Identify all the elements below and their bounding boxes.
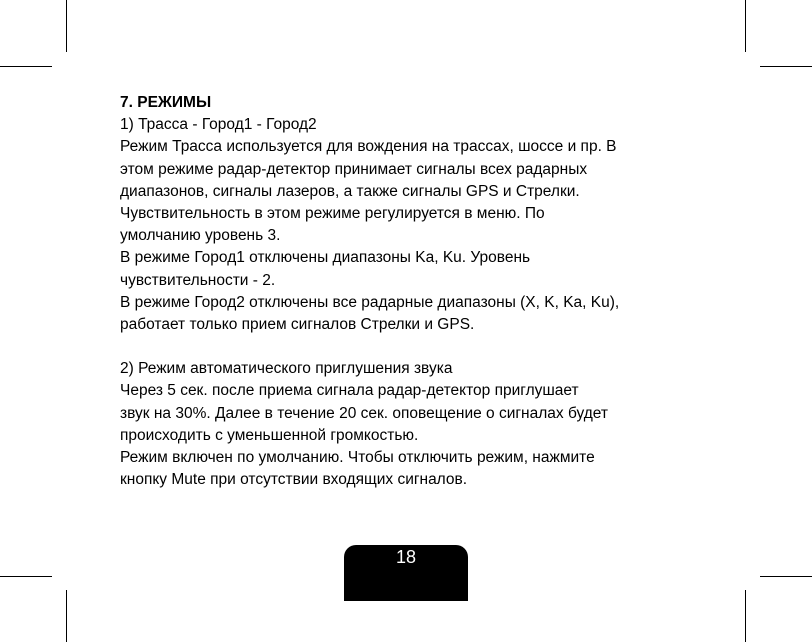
page-number-tab xyxy=(344,545,468,601)
page-number: 18 xyxy=(395,547,417,567)
text-line: Чувствительность в этом режиме регулируется в меню. По xyxy=(120,205,545,223)
text-line: умолчанию уровень 3. xyxy=(120,227,281,245)
crop-mark xyxy=(0,576,52,577)
paragraph-heading: 2) Режим автоматического приглушения звука xyxy=(120,360,453,378)
paragraph-spacer xyxy=(120,336,700,358)
text-line: кнопку Mute при отсутствии входящих сигналов. xyxy=(120,471,468,489)
page-content xyxy=(120,92,700,491)
crop-mark xyxy=(745,0,746,52)
text-line: происходить с уменьшенной громкостью. xyxy=(120,426,419,444)
crop-mark xyxy=(760,576,812,577)
text-line: звук на 30%. Далее в течение 20 сек. оповещение о сигналах будет xyxy=(120,404,608,422)
crop-mark xyxy=(745,590,746,642)
text-line: диапазонов, сигналы лазеров, а также сигналы GPS и Стрелки. xyxy=(120,182,580,200)
text-line: Через 5 сек. после приема сигнала радар-детектор приглушает xyxy=(120,382,579,400)
crop-mark xyxy=(66,0,67,52)
text-line: Режим включен по умолчанию. Чтобы отключить режим, нажмите xyxy=(120,449,595,467)
text-line: чувствительности - 2. xyxy=(120,271,276,289)
text-line: этом режиме радар-детектор принимает сигналы всех радарных xyxy=(120,160,588,178)
crop-mark xyxy=(760,66,812,67)
paragraph-heading: 1) Трасса - Город1 - Город2 xyxy=(120,116,317,134)
text-line: Режим Трасса используется для вождения на трассах, шоссе и пр. В xyxy=(120,138,617,156)
crop-mark xyxy=(66,590,67,642)
crop-mark xyxy=(0,66,52,67)
text-line: В режиме Город2 отключены все радарные диапазоны (X, K, Ka, Ku), xyxy=(120,293,620,311)
section-title: 7. РЕЖИМЫ xyxy=(120,94,212,111)
text-line: работает только прием сигналов Стрелки и GPS. xyxy=(120,316,475,334)
text-line: В режиме Город1 отключены диапазоны Ka, Ku. Уровень xyxy=(120,249,531,267)
